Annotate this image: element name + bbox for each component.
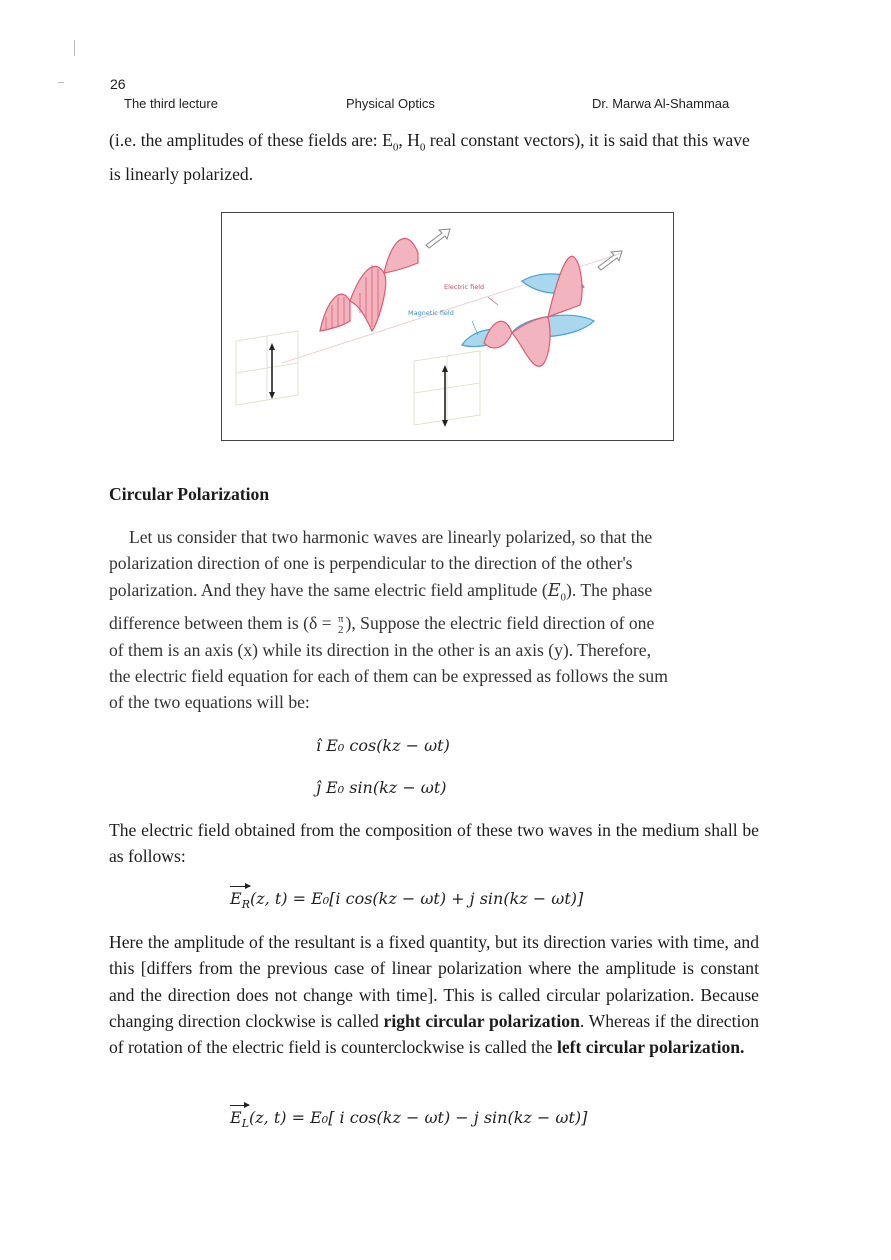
composition-paragraph: The electric field obtained from the composition of these two waves in the medium shall be as follows: [109, 820, 759, 867]
intro-paragraph: (i.e. the amplitudes of these fields are: $E_0$, $H_0$ real constant vectors), it is said that this wave is linearly polarized. [109, 130, 750, 184]
electric-wave-right-1 [484, 321, 512, 348]
header-lecture: The third lecture [124, 96, 218, 111]
magnetic-field-label: Magnetic field [408, 309, 454, 317]
equation-left-circular: $E_L(z$, t) = E₀[ i cos(kz − ωt) − j sin(kz − ωt)] [230, 1108, 588, 1131]
circular-polarization-paragraph: Let us consider that two harmonic waves are linearly polarized, so that the polarization direction of one is perpendicular to the direction of the other's polarization. And they have the same electric field amplitude $(E_0)$. The phase difference between them is (δ = π 2 ), Suppose the electric field direction of one of them is an axis (x) while its direction in the other is an axis (y). Therefore, the electric field equation for each of them can be expressed as follows the sum of the two equations will be: [109, 527, 668, 713]
page-number: 26 [110, 76, 126, 92]
equation-right-circular: $E_R(z$, t) = E₀[i cos(kz − ωt) + j sin(kz − ωt)] [230, 889, 584, 912]
wave-diagram [222, 213, 673, 440]
direction-arrow-icon [426, 229, 450, 248]
electric-wave-left-crest [384, 238, 418, 273]
scan-mark [74, 40, 75, 56]
right-frame [414, 351, 480, 425]
pi-over-two-fraction: π 2 [337, 613, 344, 637]
header-author: Dr. Marwa Al-Shammaa [592, 96, 730, 111]
arrowhead [269, 343, 275, 350]
arrowhead [269, 392, 275, 399]
electric-wave-left [320, 294, 350, 331]
arrowhead [442, 420, 448, 427]
polarization-figure [221, 212, 674, 441]
electric-wave-right-2 [512, 317, 550, 366]
header-subject: Physical Optics [346, 96, 435, 111]
scan-mark [58, 82, 64, 83]
right-circular-term: right circular polarization [383, 1010, 580, 1031]
equation-y-component: ĵ E₀ sin(kz − ωt) [316, 778, 447, 797]
magnetic-label-pointer [472, 321, 478, 335]
section-heading: Circular Polarization [109, 484, 270, 504]
circular-explanation-paragraph: Here the amplitude of the resultant is a fixed quantity, but its direction varies with time, and this [differs from the previous case of linear polarization where the amplitude is constant and the direction does not change with time]. This is called circular polarization. Because changing direction clockwise is called right circular polarization. Whereas if the direction of rotation of the electric field is counterclockwise is called the left circular polarization. [109, 932, 759, 1058]
left-circular-term: left circular polarization. [556, 1037, 745, 1058]
electric-field-label: Electric field [444, 283, 485, 291]
left-frame [236, 331, 298, 405]
electric-wave-left-lower [350, 266, 386, 331]
equation-x-component: î E₀ cos(kz − ωt) [316, 736, 450, 755]
electric-label-pointer [488, 297, 498, 305]
